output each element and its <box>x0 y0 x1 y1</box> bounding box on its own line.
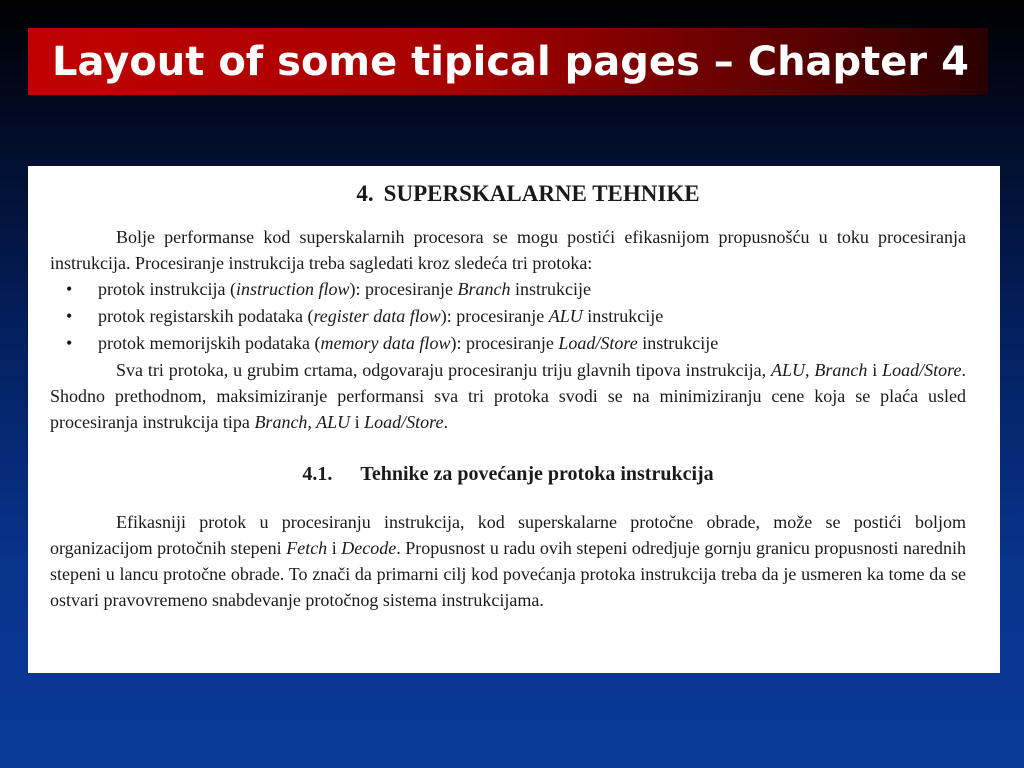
italic-term: Fetch <box>286 538 328 558</box>
bullet-text: protok memorijskih podataka ( <box>98 333 321 353</box>
text-run: i <box>327 538 342 558</box>
bullet-term: memory data flow <box>320 333 451 353</box>
bullet-term: instruction flow <box>235 279 350 299</box>
section-paragraph <box>50 509 966 613</box>
bullet-icon: • <box>66 279 73 299</box>
list-item <box>50 303 966 330</box>
bullet-text: ): procesiranje <box>450 333 559 353</box>
bullet-text: ): procesiranje <box>440 306 549 326</box>
italic-term: Branch, ALU <box>254 412 351 432</box>
text-run: Sva tri protoka, u grubim crtama, odgovaraju procesiranju triju glavnih tipova instrukcija, <box>116 360 771 380</box>
section-heading <box>50 461 966 487</box>
summary-paragraph <box>50 357 966 435</box>
bullet-icon: • <box>66 333 73 353</box>
book-page-excerpt <box>28 166 1000 673</box>
bullet-text: instrukcije <box>510 279 591 299</box>
italic-term: Decode <box>341 538 397 558</box>
flow-bullet-list <box>50 276 966 357</box>
slide-title: Layout of some tipical pages – Chapter 4 <box>52 39 969 85</box>
bullet-icon: • <box>66 306 73 326</box>
list-item <box>50 276 966 303</box>
list-item <box>50 330 966 357</box>
section-number: 4.1. <box>302 463 333 485</box>
bullet-term: register data flow <box>313 306 441 326</box>
slide-title-bar <box>28 28 988 95</box>
text-run: Efikasniji protok u procesiranju instrukcija, kod superskalarne protočne obrade, može se postići boljom organizacijom protočnih stepeni <box>50 512 966 558</box>
bullet-instruction-type: ALU <box>548 306 583 326</box>
chapter-heading <box>50 176 966 212</box>
section-title: Tehnike za povećanje protoka instrukcija <box>360 463 714 485</box>
bullet-text: instrukcije <box>582 306 664 326</box>
bullet-text: instrukcije <box>637 333 719 353</box>
chapter-number: 4. <box>356 181 374 206</box>
text-run: i <box>867 360 883 380</box>
italic-term: Load/Store <box>364 412 444 432</box>
italic-term: Load/Store <box>882 360 962 380</box>
chapter-title: SUPERSKALARNE TEHNIKE <box>383 181 700 206</box>
bullet-text: ): procesiranje <box>349 279 458 299</box>
italic-term: ALU, Branch <box>770 360 868 380</box>
bullet-instruction-type: Load/Store <box>558 333 638 353</box>
intro-paragraph: Bolje performanse kod superskalarnih procesora se mogu postići efikasnijom propusnošću u toku procesiranja instrukcija. Procesiranje instrukcija treba sagledati kroz sledeća tri protoka: <box>50 227 966 273</box>
bullet-instruction-type: Branch <box>457 279 511 299</box>
bullet-text: protok registarskih podataka ( <box>98 306 314 326</box>
text-run: . <box>443 412 448 432</box>
text-run: . Propusnost u radu ovih stepeni odredjuje gornju granicu propusnosti narednih stepeni u lancu protočne obrade. To znači da primarni cilj kod povećanja protoka instrukcija treba da je usmeren ka tome da se ostvari pravovremeno snabdevanje protočnog sistema instrukcijama. <box>50 538 966 610</box>
text-run: i <box>350 412 365 432</box>
bullet-text: protok instrukcija ( <box>98 279 236 299</box>
text-run: . Shodno prethodnom, maksimiziranje performansi sva tri protoka svodi se na minimiziranju cene koja se plaća usled procesiranja instrukcija tipa <box>50 360 966 432</box>
